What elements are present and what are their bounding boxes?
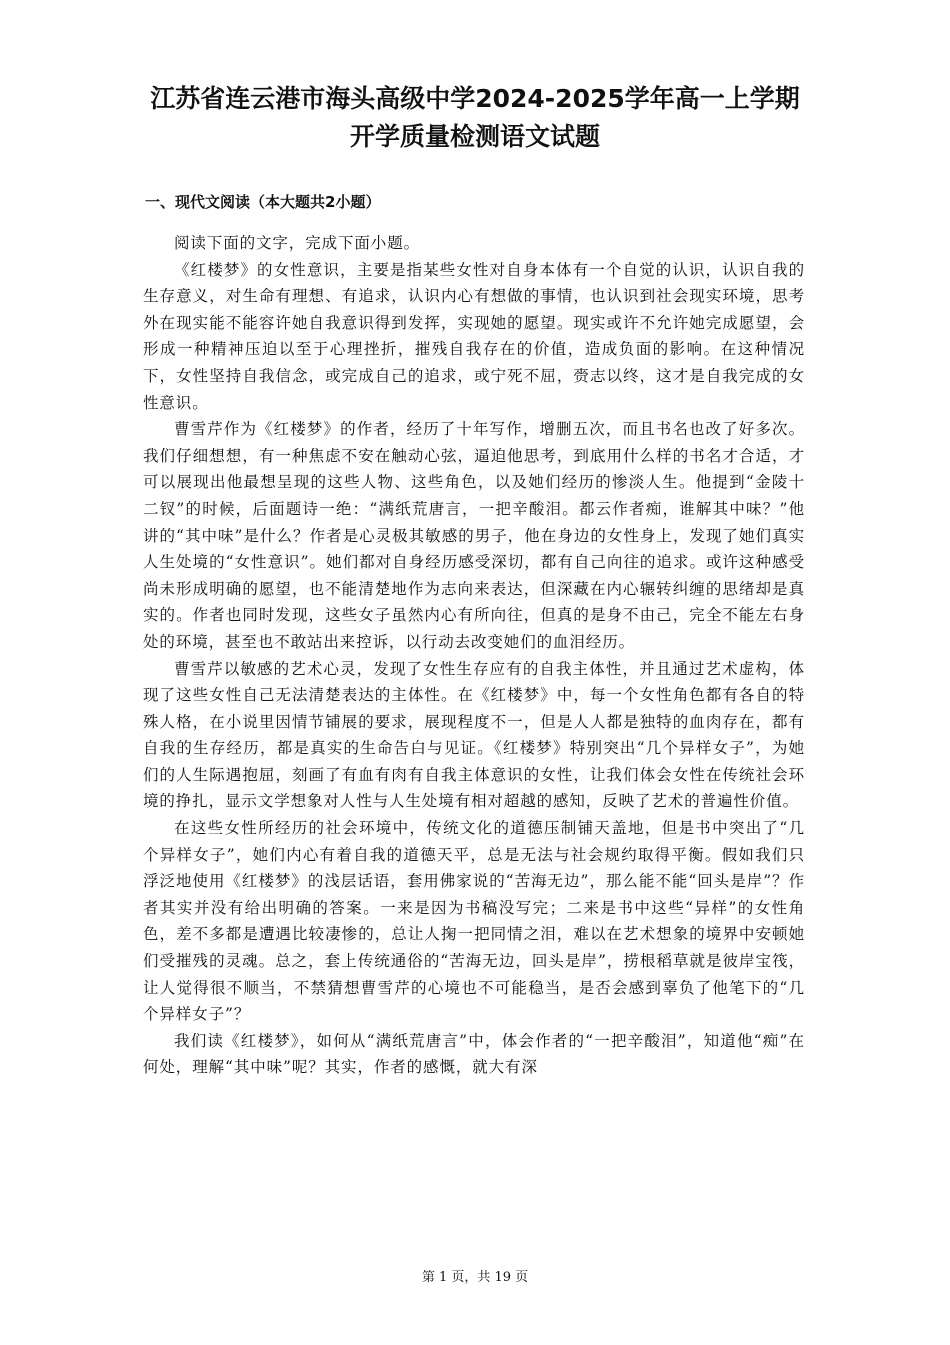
passage-paragraph-2: 曹雪芹作为《红楼梦》的作者，经历了十年写作，增删五次，而且书名也改了好多次。我们仔细想想，有一种焦虑不安在触动心弦，逼迫他思考，到底用什么样的书名才合适，才可以展现出他最想呈现的这些人物、这些角色，以及她们经历的惨淡人生。他提到“金陵十二钗”的时候，后面题诗一绝：“满纸荒唐言，一把辛酸泪。都云作者痴，谁解其中味？”他讲的“其中味”是什么？作者是心灵极其敏感的男子，他在身边的女性身上，发现了她们真实人生处境的“女性意识”。她们都对自身经历感受深切，都有自己向往的追求。或许这种感受尚未形成明确的愿望，也不能清楚地作为志向来表达，但深藏在内心辗转纠缠的思绪却是真实的。作者也同时发现，这些女子虽然内心有所向往，但真的是身不由己，完全不能左右身处的环境，甚至也不敢站出来控诉，以行动去改变她们的血泪经历。 [143, 420, 805, 651]
document-title [120, 80, 830, 156]
passage-paragraph-1: 《红楼梦》的女性意识，主要是指某些女性对自身本体有一个自觉的认识，认识自我的生存意义，对生命有理想、有追求，认识内心有想做的事情，也认识到社会现实环境，思考外在现实能不能容许她自我意识得到发挥，实现她的愿望。现实或许不允许她完成愿望，会形成一种精神压迫以至于心理挫折，摧残自我存在的价值，造成负面的影响。在这种情况下，女性坚持自我信念，或完成自己的追求，或宁死不屈，赍志以终，这才是自我完成的女性意识。 [143, 260, 805, 412]
instruction-text: 阅读下面的文字，完成下面小题。 [174, 234, 421, 252]
passage-paragraph-3: 曹雪芹以敏感的艺术心灵，发现了女性生存应有的自我主体性，并且通过艺术虚构，体现了这些女性自己无法清楚表达的主体性。在《红楼梦》中，每一个女性角色都有各自的特殊人格，在小说里因情节铺展的要求，展现程度不一，但是人人都是独特的血肉存在，都有自我的生存经历，都是真实的生命告白与见证。《红楼梦》特别突出“几个异样女子”，为她们的人生际遇抱屈，刻画了有血有肉有自我主体意识的女性，让我们体会女性在传统社会环境的挣扎，显示文学想象对人性与人生处境有相对超越的感知，反映了艺术的普遍性价值。 [143, 659, 805, 811]
page-footer: 第 1 页，共 19 页 [421, 1270, 529, 1285]
section-heading: 一、现代文阅读（本大题共2小题） [145, 193, 381, 211]
title-line-2: 开学质量检测语文试题 [349, 122, 600, 151]
title-line-1: 江苏省连云港市海头高级中学2024-2025学年高一上学期 [150, 84, 800, 113]
passage-paragraph-4: 在这些女性所经历的社会环境中，传统文化的道德压制铺天盖地，但是书中突出了“几个异样女子”，她们内心有着自我的道德天平，总是无法与社会规约取得平衡。假如我们只浮泛地使用《红楼梦》的浅层话语，套用佛家说的“苦海无边”，那么能不能“回头是岸”？作者其实并没有给出明确的答案。一来是因为书稿没写完；二来是书中这些“异样”的女性角色，差不多都是遭遇比较凄惨的，总让人掬一把同情之泪，难以在艺术想象的境界中安顿她们受摧残的灵魂。总之，套上传统通俗的“苦海无边，回头是岸”，捞根稻草就是彼岸宝筏，让人觉得很不顺当，不禁猜想曹雪芹的心境也不可能稳当，是否会感到辜负了他笔下的“几个异样女子”？ [143, 819, 805, 1024]
passage-paragraph-5: 我们读《红楼梦》，如何从“满纸荒唐言”中，体会作者的“一把辛酸泪”，知道他“痴”在何处，理解“其中味”呢？其实，作者的感慨，就大有深 [143, 1031, 805, 1077]
reading-passage [143, 230, 805, 1081]
